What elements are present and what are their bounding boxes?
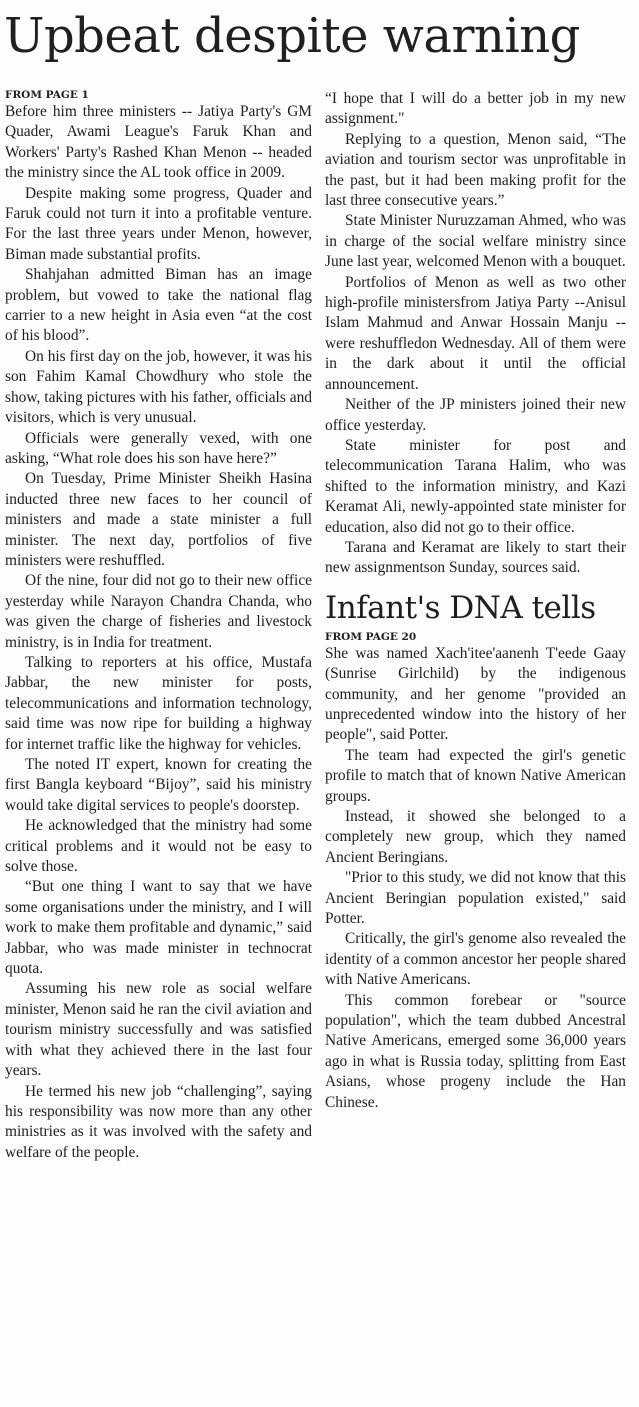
paragraph: On Tuesday, Prime Minister Sheikh Hasina inducted three new faces to her council of ministers and made a state minister a full minister. The next day, portfolios of five ministers were reshuffled. bbox=[5, 470, 312, 569]
paragraph: Officials were generally vexed, with one asking, “What role does his son have here?” bbox=[5, 429, 312, 467]
paragraph: She was named Xach'itee'aanenh T'eede Gaay (Sunrise Girlchild) by the indigenous community, and her genome "provided an unprecedented window into the history of her people", said Potter. bbox=[325, 644, 626, 744]
continuation-kicker: FROM PAGE 20 bbox=[325, 630, 417, 643]
paragraph: "Prior to this study, we did not know that this Ancient Beringian population existed," said Potter. bbox=[325, 869, 626, 928]
paragraph: Despite making some progress, Quader and Faruk could not turn it into a profitable venture. For the last three years under Menon, however, Biman made substantial profits. bbox=[5, 184, 312, 263]
paragraph: State minister for post and telecommunication Tarana Halim, who was shifted to the information ministry, and Kazi Keramat Ali, newly-appointed state minister for education, also did not go to their office. bbox=[325, 436, 626, 536]
paragraph: The team had expected the girl's genetic profile to match that of known Native American groups. bbox=[325, 746, 626, 805]
paragraph: Shahjahan admitted Biman has an image problem, but vowed to take the national flag carrier to a new height in Asia even “at the cost of his blood”. bbox=[5, 266, 312, 345]
paragraph: Instead, it showed she belonged to a completely new group, which they named Ancient Beringians. bbox=[325, 808, 626, 866]
article-column-left bbox=[5, 89, 312, 1163]
paragraph: Before him three ministers -- Jatiya Party's GM Quader, Awami League's Faruk Khan and Workers' Party's Rashed Khan Menon -- headed the ministry since the AL took office in 2009. bbox=[5, 103, 312, 182]
continuation-kicker: FROM PAGE 1 bbox=[5, 89, 89, 101]
paragraph: Of the nine, four did not go to their new office yesterday while Narayon Chandra Chanda, who was given the charge of fisheries and livestock ministry, is in India for treatment. bbox=[5, 572, 312, 651]
second-article-headline: Infant's DNA tells bbox=[325, 589, 596, 626]
paragraph: This common forebear or "source population", which the team dubbed Ancestral Native Americans, emerged some 36,000 years ago in what is Russia today, splitting from East Asians, whose progeny include the Han Chinese. bbox=[325, 991, 626, 1111]
paragraph: Tarana and Keramat are likely to start their new assignmentson Sunday, sources said. bbox=[325, 538, 626, 577]
paragraph: The noted IT expert, known for creating the first Bangla keyboard “Bijoy”, said his ministry would take digital services to people's doorstep. bbox=[5, 756, 312, 814]
paragraph: State Minister Nuruzzaman Ahmed, who was in charge of the social welfare ministry since June last year, welcomed Menon with a bouquet. bbox=[325, 212, 626, 271]
paragraph: On his first day on the job, however, it was his son Fahim Kamal Chowdhury who stole the show, taking pictures with his father, officials and visitors, which is very unusual. bbox=[5, 347, 312, 427]
paragraph: “But one thing I want to say that we have some organisations under the ministry, and I will work to make them profitable and dynamic,” said Jabbar, who was made minister in technocrat quota. bbox=[5, 878, 312, 978]
article-headline: Upbeat despite warning bbox=[4, 8, 580, 64]
article-column-right bbox=[325, 89, 626, 1113]
paragraph: Assuming his new role as social welfare minister, Menon said he ran the civil aviation and tourism ministry successfully and was satisfied with what they achieved there in the last four years. bbox=[5, 980, 312, 1080]
paragraph: Talking to reporters at his office, Mustafa Jabbar, the new minister for posts, telecommunications and information technology, said time was now ripe for building a highway for internet traffic like the highway for vehicles. bbox=[5, 653, 312, 753]
paragraph: Critically, the girl's genome also revealed the identity of a common ancestor her people shared with Native Americans. bbox=[325, 930, 626, 989]
paragraph: Replying to a question, Menon said, “The aviation and tourism sector was unprofitable in the past, but it had been making profit for the last three consecutive years.” bbox=[325, 130, 626, 210]
paragraph: He termed his new job “challenging”, saying his responsibility was now more than any other ministries as it was involved with the safety and welfare of the people. bbox=[5, 1082, 312, 1161]
paragraph: Portfolios of Menon as well as two other high-profile ministersfrom Jatiya Party --Anisul Islam Mahmud and Anwar Hossain Manju -- were reshuffledon Wednesday. All of them were in the dark about it until the official announcement. bbox=[325, 273, 626, 393]
paragraph: Neither of the JP ministers joined their new office yesterday. bbox=[325, 396, 626, 434]
paragraph: “I hope that I will do a better job in my new assignment." bbox=[325, 90, 626, 128]
paragraph: He acknowledged that the ministry had some critical problems and it would not be easy to solve those. bbox=[5, 817, 312, 876]
